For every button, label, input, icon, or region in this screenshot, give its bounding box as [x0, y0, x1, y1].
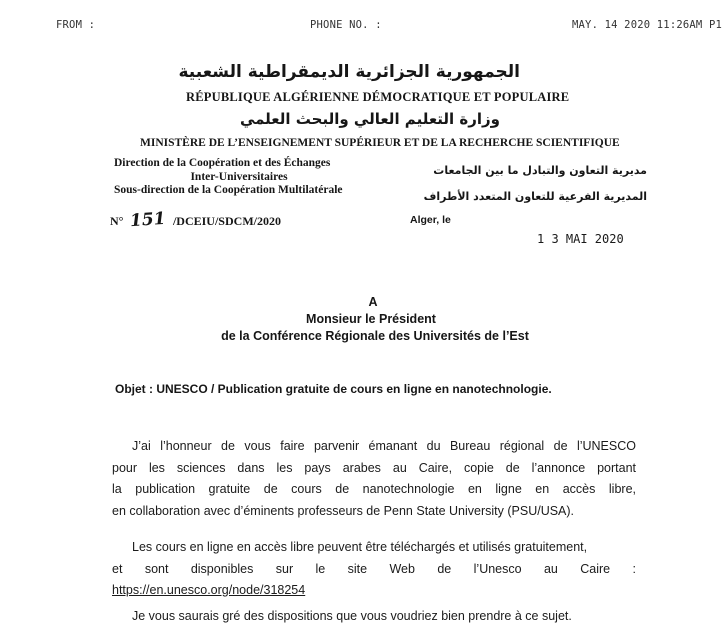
- paragraph-line: J’ai l’honneur de vous faire parvenir émanant du Bureau régional de l’UNESCO: [132, 439, 636, 453]
- fax-header: [0, 19, 722, 33]
- republic-title-arabic: الجمهورية الجزائرية الديمقراطية الشعبية: [178, 62, 520, 82]
- paragraph-line: la publication gratuite de cours de nanotechnologie en ligne en accès libre,: [112, 482, 636, 496]
- ministry-title-arabic: وزارة التعليم العالي والبحث العلمي: [239, 110, 500, 128]
- sender-line-arabic: مديرية التعاون والتبادل ما بين الجامعات: [433, 164, 647, 177]
- paragraph-line: pour les sciences dans les pays arabes au Caire, copie de l’annonce portant: [112, 460, 636, 475]
- sender-department-french: [114, 157, 364, 198]
- paragraph-courses: [112, 537, 636, 602]
- fax-datetime: MAY. 14 2020 11:26AM P1: [572, 19, 722, 31]
- reference-code: /DCEIU/SDCM/2020: [172, 214, 281, 228]
- date-stamp: 1 3 MAI 2020: [537, 232, 624, 246]
- place-label: Alger, le: [410, 214, 451, 226]
- fax-from: FROM :: [56, 19, 96, 31]
- republic-title-french: RÉPUBLIQUE ALGÉRIENNE DÉMOCRATIQUE ET POPULAIRE: [186, 90, 570, 104]
- sender-department-arabic: [407, 158, 647, 210]
- subject-line: Objet : UNESCO / Publication gratuite de cours en ligne en nanotechnologie.: [115, 382, 552, 396]
- fax-phone: PHONE NO. :: [310, 19, 382, 31]
- reference-prefix: N°: [110, 214, 124, 228]
- paragraph-line: en collaboration avec d’éminents professeurs de Penn State University (PSU/USA).: [112, 503, 575, 518]
- addressee-organization: de la Conférence Régionale des Universités de l’Est: [221, 329, 529, 343]
- ministry-title-french: MINISTÈRE DE L’ENSEIGNEMENT SUPÉRIEUR ET DE LA RECHERCHE SCIENTIFIQUE: [140, 137, 620, 149]
- sender-line: Sous-direction de la Coopération Multilatérale: [114, 184, 343, 196]
- paragraph-line: Les cours en ligne en accès libre peuvent être téléchargés et utilisés gratuitement,: [132, 540, 588, 554]
- sender-line-arabic: المديرية الفرعية للتعاون المتعدد الأطراف: [423, 190, 647, 203]
- reference-number-handwritten: 151: [129, 208, 167, 232]
- addressee-title: Monsieur le Président: [306, 312, 436, 326]
- addressee-to: A: [368, 295, 378, 309]
- sender-line: Direction de la Coopération et des Échanges: [114, 157, 331, 169]
- paragraph-closing: [112, 606, 636, 628]
- paragraph-line: Je vous saurais gré des dispositions que vous voudriez bien prendre à ce sujet.: [132, 609, 572, 623]
- reference-line: [110, 210, 281, 230]
- unesco-link[interactable]: https://en.unesco.org/node/318254: [112, 583, 306, 597]
- paragraph-intro: [112, 436, 636, 522]
- sender-line: Inter-Universitaires: [190, 170, 288, 183]
- paragraph-line: et sont disponibles sur le site Web de l’Unesco au Caire :: [112, 561, 636, 576]
